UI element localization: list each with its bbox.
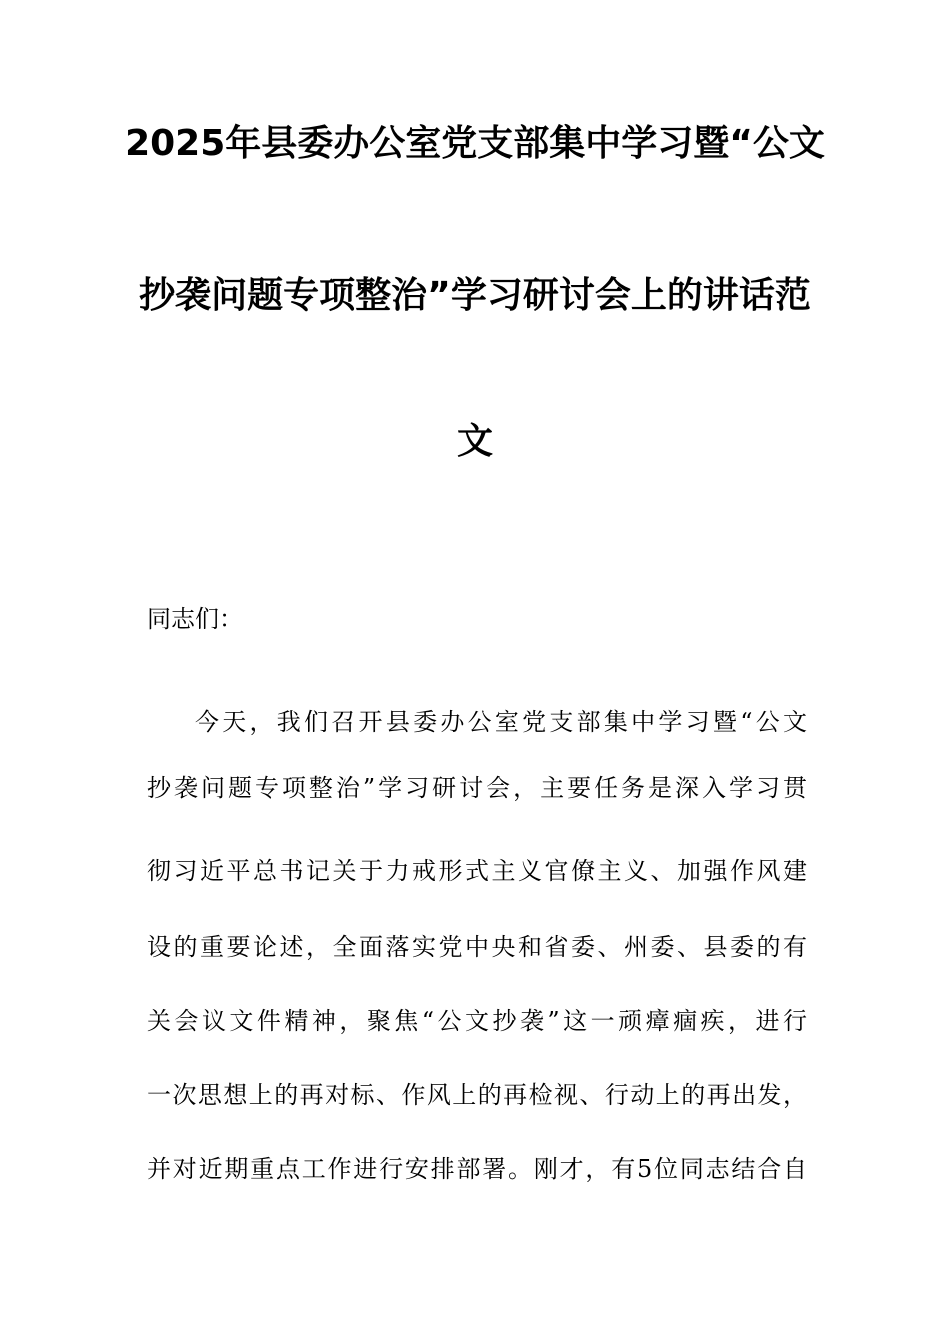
paragraph-line: 设的重要论述，全面落实党中央和省委、州委、县委的有 <box>147 933 807 961</box>
paragraph-line: 并对近期重点工作进行安排部署。刚才，有5位同志结合自 <box>147 1155 807 1183</box>
paragraph-line: 今天，我们召开县委办公室党支部集中学习暨“公文 <box>195 708 807 736</box>
paragraph-line: 彻习近平总书记关于力戒形式主义官僚主义、加强作风建 <box>147 857 807 885</box>
document-title-line-3: 文 <box>456 421 493 462</box>
document-title-line-2: 抄袭问题专项整治”学习研讨会上的讲话范 <box>139 275 811 316</box>
paragraph-line: 关会议文件精神，聚焦“公文抄袭”这一顽瘴痼疾，进行 <box>147 1007 807 1035</box>
salutation: 同志们： <box>147 605 243 633</box>
paragraph-line: 一次思想上的再对标、作风上的再检视、行动上的再出发， <box>147 1081 807 1109</box>
document-title-line-1: 2025年县委办公室党支部集中学习暨“公文 <box>125 123 825 164</box>
paragraph-line: 抄袭问题专项整治”学习研讨会，主要任务是深入学习贯 <box>147 774 807 802</box>
